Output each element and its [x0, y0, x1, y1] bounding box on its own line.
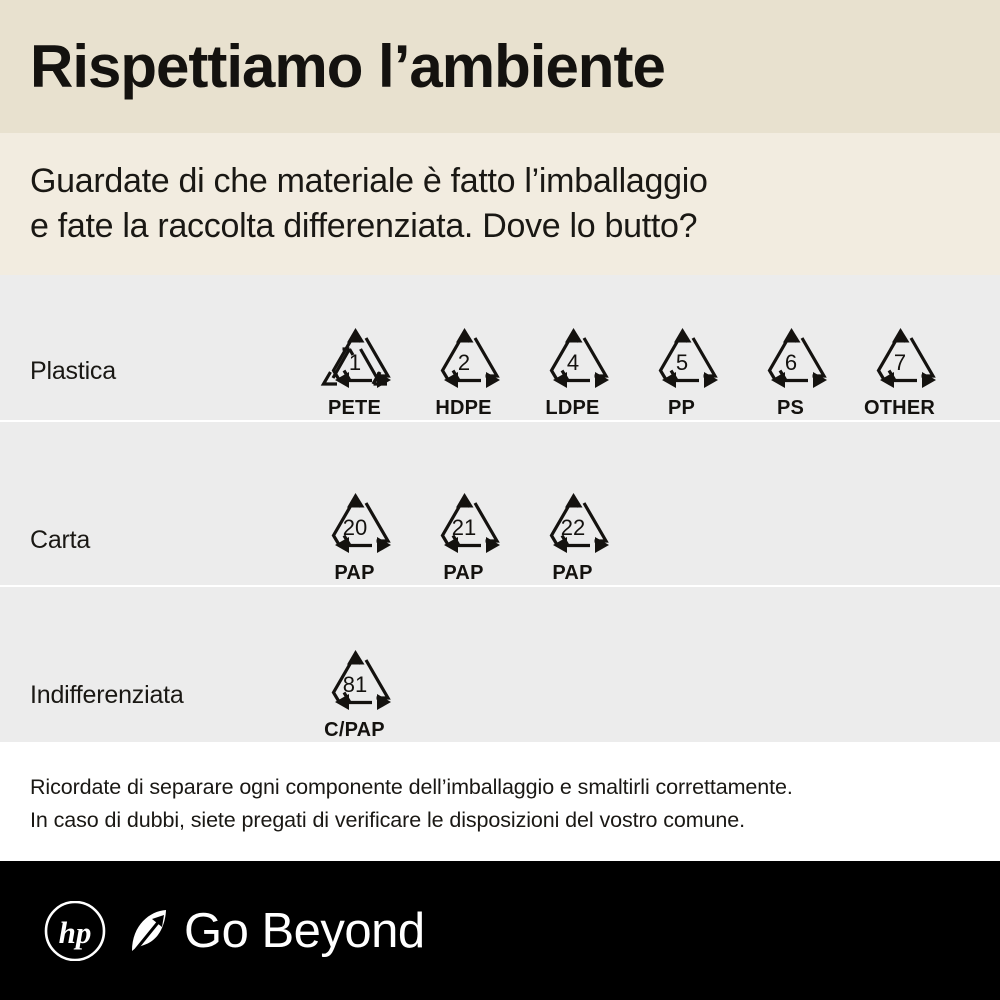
symbol-code: LDPE: [545, 397, 600, 419]
hp-logo: [38, 901, 112, 961]
recycling-triangle-icon: [309, 318, 401, 394]
leaf-arrow-icon: [126, 905, 170, 957]
material-row-plastica: [0, 275, 1000, 422]
material-row-indifferenziata: [0, 587, 1000, 744]
symbol-code: PAP: [334, 562, 375, 584]
recycling-triangle-icon: [527, 483, 619, 559]
subtitle-line-1: Guardate di che materiale è fatto l’imballaggio: [30, 162, 708, 201]
recycling-symbol: [518, 318, 627, 420]
recycling-triangle-icon: [745, 318, 837, 394]
material-row-carta: [0, 422, 1000, 587]
svg-text:hp: hp: [58, 914, 92, 950]
row-label: Indifferenziata: [30, 681, 184, 709]
symbol-number: 5: [675, 350, 688, 375]
header-band: [0, 0, 1000, 133]
subtitle-line-2: e fate la raccolta differenziata. Dove lo butto?: [30, 207, 698, 245]
note-band: [0, 746, 1000, 861]
recycling-symbol: [736, 318, 845, 420]
symbol-number: 7: [893, 350, 906, 375]
symbol-code: OTHER: [864, 397, 935, 419]
material-rows: [0, 275, 1000, 744]
symbol-code: PAP: [552, 562, 593, 584]
symbol-group: [300, 587, 409, 770]
note-line-2: In caso di dubbi, siete pregati di verificare le disposizioni del vostro comune.: [30, 807, 746, 832]
recycling-triangle-icon: [309, 483, 401, 559]
row-label: Plastica: [30, 357, 116, 385]
recycling-triangle-icon: [309, 640, 401, 716]
recycling-triangle-icon: [418, 318, 510, 394]
symbol-code: PP: [667, 397, 696, 419]
recycling-symbol: [300, 318, 409, 420]
recycling-symbol: [409, 318, 518, 420]
brand-bar: [0, 861, 1000, 1000]
brand-text: Go Beyond: [184, 903, 425, 958]
recycling-symbol: [845, 318, 954, 420]
symbol-number: 22: [560, 515, 585, 540]
symbol-code: PS: [776, 397, 805, 419]
brand-lockup: [38, 901, 425, 961]
symbol-number: 21: [451, 515, 476, 540]
recycling-triangle-icon: [854, 318, 946, 394]
recycling-symbol: [300, 483, 409, 585]
recycling-symbol: [409, 483, 518, 585]
page-title: Rispettiamo l’ambiente: [30, 32, 665, 100]
symbol-number: 20: [342, 515, 367, 540]
recycling-symbol: [300, 640, 409, 742]
recycling-triangle-icon: [527, 318, 619, 394]
symbol-group: [300, 422, 627, 611]
symbol-code: PETE: [327, 397, 382, 419]
symbol-number: 6: [784, 350, 797, 375]
symbol-number: 2: [457, 350, 470, 375]
symbol-number: 1: [348, 350, 361, 375]
symbol-code: C/PAP: [324, 719, 385, 741]
symbol-number: 81: [342, 672, 367, 697]
recycling-triangle-icon: [636, 318, 728, 394]
symbol-number: 4: [566, 350, 579, 375]
symbol-code: PAP: [443, 562, 484, 584]
recycling-triangle-icon: [418, 483, 510, 559]
note-line-1: Ricordate di separare ogni componente dell’imballaggio e smaltirli correttamente.: [30, 775, 793, 800]
recycling-symbol: [518, 483, 627, 585]
recycling-symbol: [627, 318, 736, 420]
symbol-code: HDPE: [435, 397, 492, 419]
subtitle-band: [0, 133, 1000, 275]
row-label: Carta: [30, 526, 91, 554]
